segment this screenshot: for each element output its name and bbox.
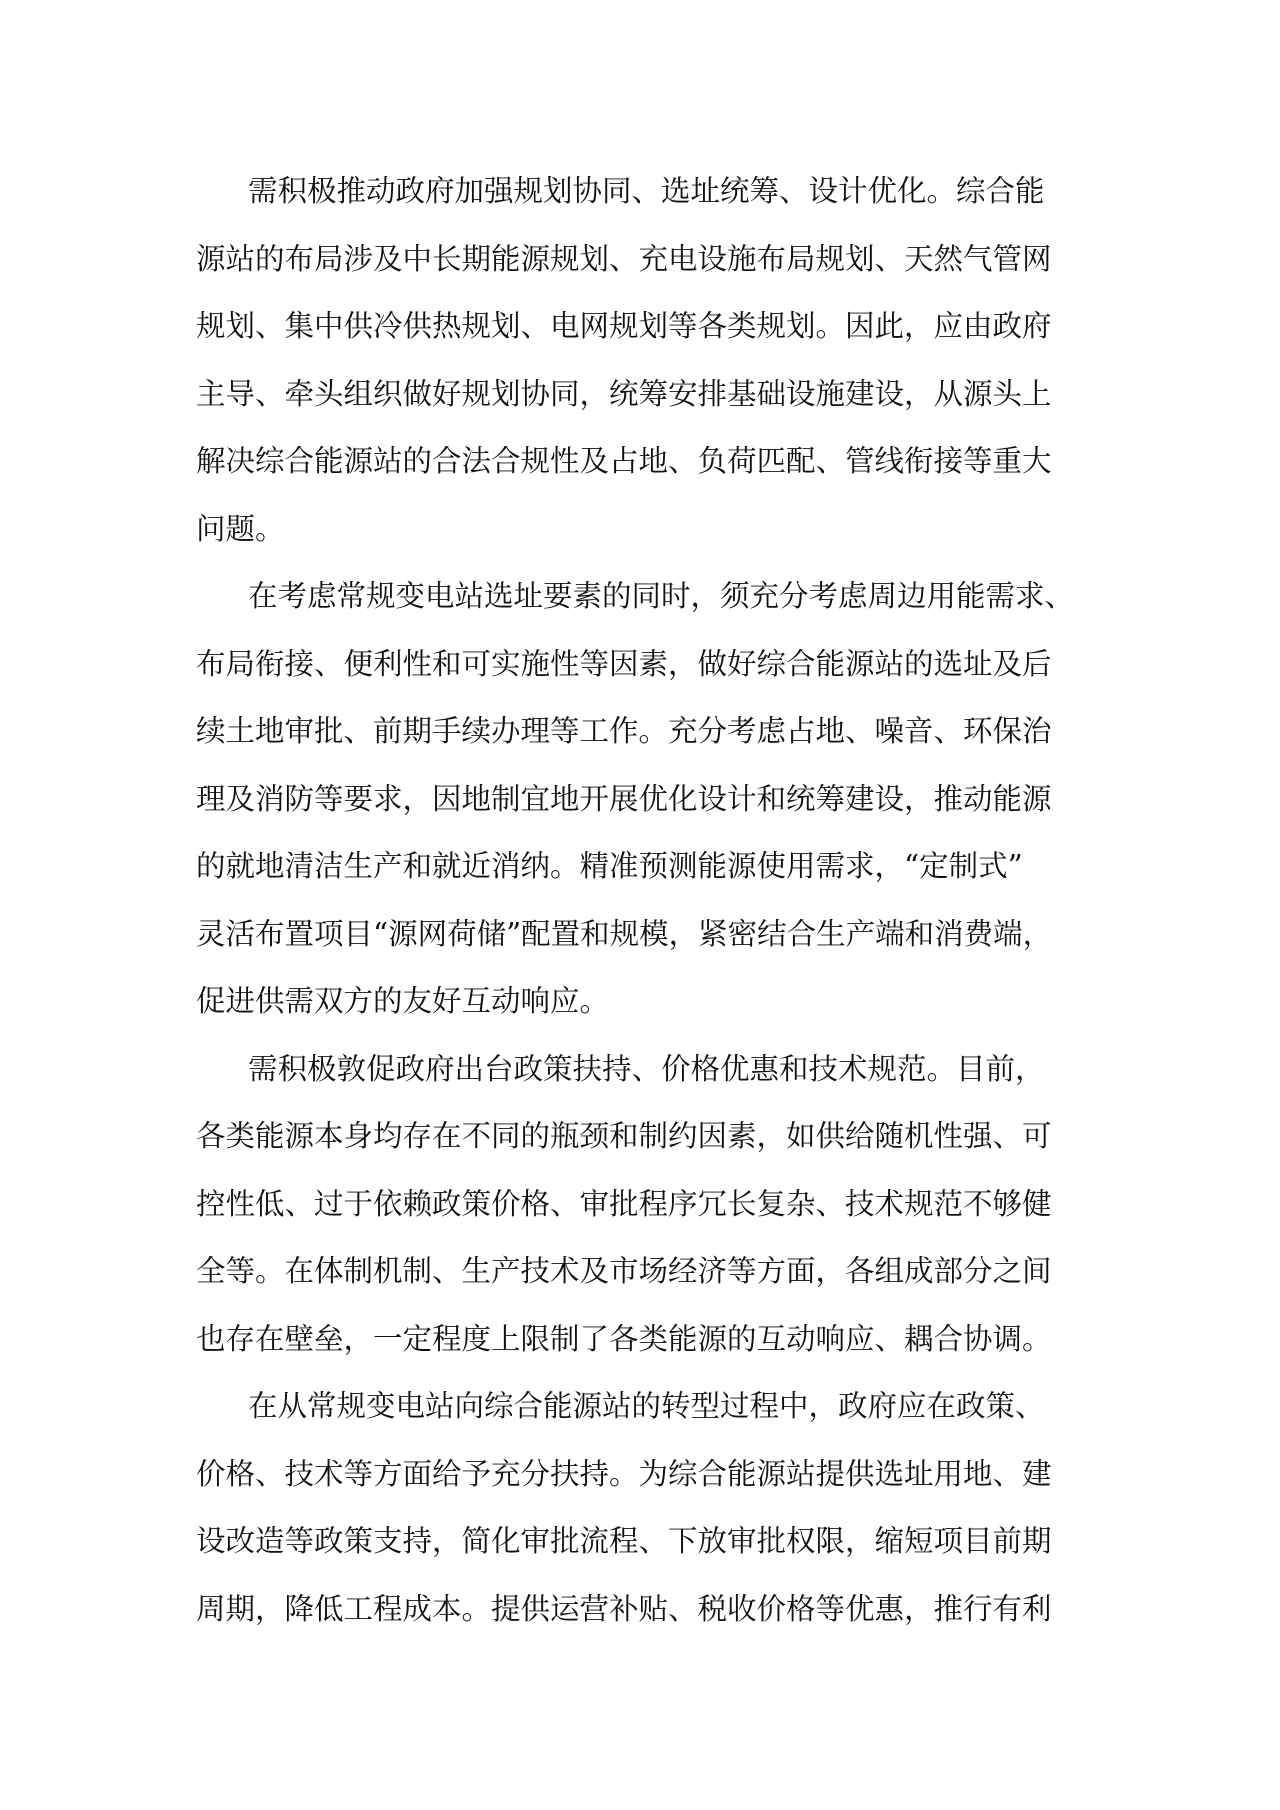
paragraph-1 [196,158,1092,563]
paragraph-line: 价格、技术等方面给予充分扶持。为综合能源站提供选址用地、建 [196,1456,1052,1491]
paragraph-line: 布局衔接、便利性和可实施性等因素，做好综合能源站的选址及后 [196,646,1052,681]
paragraph-line: 控性低、过于依赖政策价格、审批程序冗长复杂、技术规范不够健 [196,1186,1052,1221]
paragraph-line: 在考虑常规变电站选址要素的同时，须充分考虑周边用能需求、 [248,579,1075,613]
paragraph-line: 灵活布置项目“源网荷储”配置和规模，紧密结合生产端和消费端， [196,916,1053,951]
paragraph-line: 促进供需双方的友好互动响应。 [196,984,610,1018]
paragraph-line: 的就地清洁生产和就近消纳。精准预测能源使用需求，“定制式” [196,849,1023,883]
paragraph-line: 需积极推动政府加强规划协同、选址统筹、设计优化。综合能 [248,174,1045,208]
paragraph-line: 续土地审批、前期手续办理等工作。充分考虑占地、噪音、环保治 [196,714,1052,748]
paragraph-line: 解决综合能源站的合法合规性及占地、负荷匹配、管线衔接等重大 [196,444,1052,478]
paragraph-line: 主导、牵头组织做好规划协同，统筹安排基础设施建设，从源头上 [196,376,1052,411]
paragraph-line: 设改造等政策支持，简化审批流程、下放审批权限，缩短项目前期 [196,1524,1052,1558]
paragraph-line: 周期，降低工程成本。提供运营补贴、税收价格等优惠，推行有利 [196,1591,1052,1626]
paragraph-line: 理及消防等要求，因地制宜地开展优化设计和统筹建设，推动能源 [196,781,1052,816]
paragraph-3 [196,1036,1092,1374]
paragraph-line: 也存在壁垒，一定程度上限制了各类能源的互动响应、耦合协调。 [196,1321,1052,1356]
paragraph-line: 全等。在体制机制、生产技术及市场经济等方面，各组成部分之间 [196,1254,1052,1288]
paragraph-line: 源站的布局涉及中长期能源规划、充电设施布局规划、天然气管网 [196,241,1052,276]
paragraph-line: 问题。 [196,511,285,546]
paragraph-4 [196,1373,1092,1643]
paragraph-2 [196,563,1092,1036]
paragraph-line: 在从常规变电站向综合能源站的转型过程中，政府应在政策、 [248,1389,1045,1423]
body-text [196,158,1092,1643]
paragraph-line: 各类能源本身均存在不同的瓶颈和制约因素，如供给随机性强、可 [196,1119,1052,1153]
paragraph-line: 规划、集中供冷供热规划、电网规划等各类规划。因此，应由政府 [196,309,1052,343]
paragraph-line: 需积极敦促政府出台政策扶持、价格优惠和技术规范。目前， [248,1051,1045,1086]
